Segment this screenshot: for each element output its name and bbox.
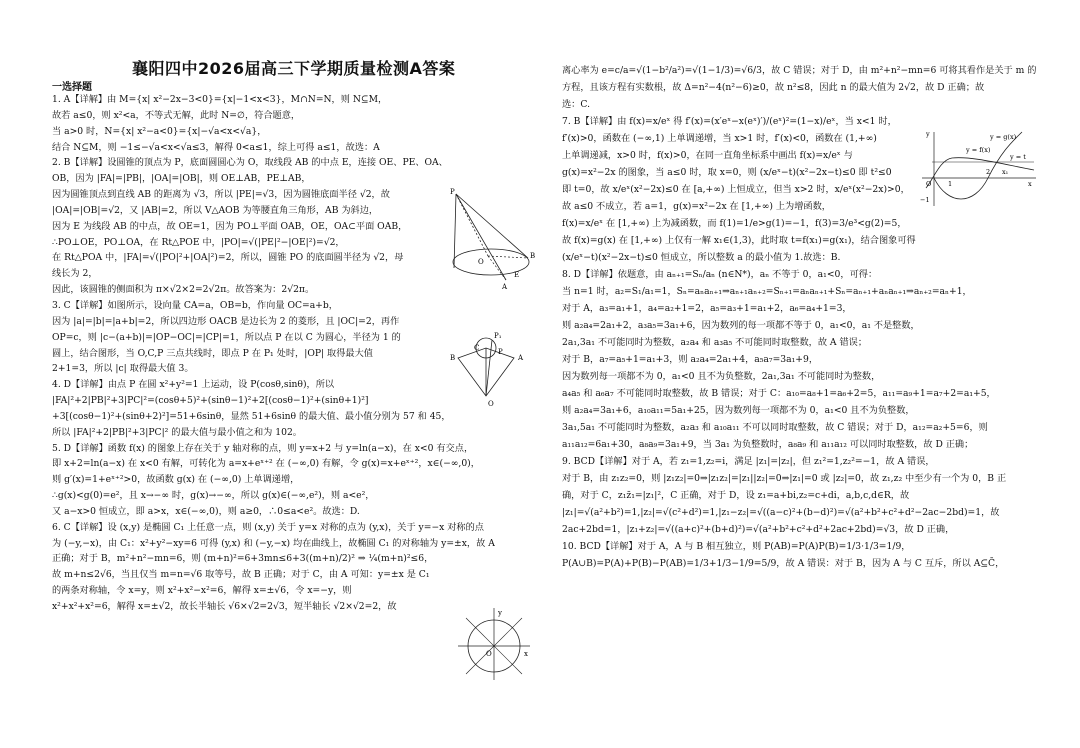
- text-line: 故 m+n≤2√6，当且仅当 m=n=√6 取等号，故 B 正确；对于 C，由 A 可知：y=±x 是 C₁: [52, 569, 430, 581]
- text-line: 为 (−y,−x)，由 C₁：x²+y²−xy=6 可得 (y,x) 和 (−y,−x) 均在曲线上，故椭圆 C₁ 的对称轴为 y=±x，故 A: [52, 537, 495, 549]
- text-line: 6. C【详解】设 (x,y) 是椭圆 C₁ 上任意一点，则 (x,y) 关于 y=x 对称的点为 (y,x)，关于 y=−x 对称的点: [52, 521, 484, 533]
- text-line: 线长为 2，: [52, 268, 98, 280]
- function-graph-figure: [918, 128, 1038, 210]
- text-line: 2ac+2bd=1，|z₁+z₂|=√((a+c)²+(b+d)²)=√(a²+b²+c²+d²+2ac+2bd)=√3，故 D 正确，: [562, 524, 955, 535]
- text-line: |OA|=|OB|=√2，又 |AB|=2，所以 V△AOB 为等腰直角三角形，AB 为斜边，: [52, 204, 379, 216]
- text-line: 8. D【详解】依题意，由 aₙ₊₁=Sₙ/aₙ (n∈N*)，aₙ 不等于 0，a₁<0，可得：: [562, 269, 878, 280]
- text-line: 又 a−x>0 恒成立，即 a>x，x∈(−∞,0)，则 a≥0，∴0≤a<e²。故选：D.: [52, 505, 360, 517]
- fig-label: P: [498, 348, 503, 356]
- text-line: 因为数列每一项都不为 0，a₁<0 且不为负整数，2a₁,3a₁ 不可能同时为整数，: [562, 371, 881, 382]
- text-line: f′(x)>0，函数在 (−∞,1) 上单调递增，当 x>1 时，f′(x)<0，函数在 (1,+∞): [562, 133, 877, 144]
- text-line: 因此，该圆锥的侧面积为 π×√2×2=2√2π。故答案为：2√2π。: [52, 284, 315, 296]
- text-line: f(x)=x/eˣ 在 [1,+∞) 上为减函数，而 f(1)=1/e>g(1)=−1，f(3)=3/e³<g(2)=5，: [562, 218, 907, 229]
- cone-height: [456, 194, 488, 256]
- text-line: 即 t=0，故 x/eˣ(x²−2x)≤0 在 [a,+∞) 上恒成立，但当 x>2 时，x/eˣ(x²−2x)>0，: [562, 184, 910, 195]
- text-line: P(A∪B)=P(A)+P(B)−P(AB)=1/3+1/3−1/9=5/9，故 A 错误：对于 B，因为 A 与 C 互斥，所以 A⊆C̄，: [562, 558, 1005, 569]
- cone-edge: [456, 194, 528, 258]
- text-line: 3a₁,5a₁ 不可能同时为整数，a₂a₃ 和 a₁₀a₁₁ 不可以同时取整数，故 C 错误；对于 D，a₁₂=a₂+5=6，则: [562, 422, 988, 433]
- fig-label: x₁: [1002, 168, 1009, 176]
- text-line: 选：C.: [562, 99, 590, 110]
- fig-label: 2: [986, 168, 991, 176]
- right-column: [562, 0, 1042, 748]
- text-line: a₁₁a₁₂=6a₁+30，a₈a₉=3a₁+9，当 3a₁ 为负整数时，a₈a₉ 和 a₁₁a₁₂ 可以同时取整数，故 D 正确；: [562, 439, 974, 450]
- fig-label: C: [474, 344, 480, 352]
- fig-label: O: [486, 650, 492, 658]
- fig-label: A: [518, 354, 524, 362]
- text-line: 对于 A，a₃=a₁+1，a₄=a₂+1=2，a₅=a₃+1=a₁+2，a₆=a₄+1=3，: [562, 303, 852, 314]
- cone-figure: [448, 188, 538, 292]
- fig-label: 1: [948, 180, 953, 188]
- text-line: 9. BCD【详解】对于 A，若 z₁=1,z₂=i，满足 |z₁|=|z₂|，但 z₁²=1,z₂²=−1，故 A 错误，: [562, 456, 935, 467]
- cone-radius: [488, 256, 506, 280]
- text-line: 2a₁,3a₁ 不可能同时为整数，a₂a₄ 和 a₃a₅ 不可能同时取整数，故 A 错误；: [562, 337, 868, 348]
- text-line: 所以 |FA|²+2|PB|²+3|PC|² 的最大值与最小值之和为 102。: [52, 426, 302, 438]
- text-line: 2. B【详解】设圆锥的顶点为 P，底面圆圆心为 O，取线段 AB 的中点 E，连接 OE、PE、OA、: [52, 157, 448, 169]
- text-line: ∴g(x)<g(0)=e²，且 x→−∞ 时，g(x)→−∞，所以 g(x)∈(−∞,e²)，则 a<e²，: [52, 490, 375, 502]
- text-line: 在 Rt△POA 中，|FA|=√(|PO|²+|OA|²)=2，所以，圆锥 PO 的底面圆半径为 √2，母: [52, 252, 404, 264]
- text-line: g(x)=x²−2x 的图象，当 a≤0 时，取 x=0，则 (x/eˣ−t)(x²−2x−t)≤0 即 t²≤0: [562, 167, 892, 178]
- fig-label: y: [926, 130, 930, 138]
- text-line: 10. BCD【详解】对于 A，A 与 B 相互独立，则 P(AB)=P(A)P(B)=1/3·1/3=1/9，: [562, 541, 911, 552]
- curve-g: [934, 132, 1022, 199]
- text-line: (x/eˣ−t)(x²−2x−t)≤0 恒成立，所以整数 a 的最小值为 1.故选：B.: [562, 252, 841, 263]
- left-column: [52, 0, 542, 748]
- fig-label: y = g(x): [990, 133, 1017, 141]
- fig-label: x: [1028, 180, 1032, 188]
- text-line: a₄a₅ 和 a₆a₇ 不可能同时取整数，故 B 错误；对于 C：a₁₀=a₈+1=a₆+2=5，a₁₁=a₉+1=a₇+2=a₁+5，: [562, 388, 996, 399]
- vector-figure: [448, 328, 534, 410]
- text-line: 即 x+2=ln(a−x) 在 x<0 有解，可转化为 a=x+eˣ⁺² 在 (−∞,0) 有解，令 g(x)=x+eˣ⁺²，x∈(−∞,0)，: [52, 458, 480, 470]
- text-line: 上单调递减，x>0 时，f(x)>0，在同一直角坐标系中画出 f(x)=x/eˣ 与: [562, 150, 853, 161]
- text-line: 的两条对称轴，令 x=y，则 x²+x²−x²=6，解得 x=±√6，令 x=−y，则: [52, 585, 352, 597]
- cone-radius: [488, 256, 528, 258]
- section-heading: 一选择题: [52, 82, 92, 93]
- text-line: 方程，且该方程有实数根，故 Δ=n²−4(n²−6)≥0，故 n²≤8，因此 n 的最大值为 2√2，故 D 正确；故: [562, 82, 985, 93]
- text-line: 圆上，结合图形，当 O,C,P 三点共线时，即点 P 在 P₁ 处时，|OP| 取得最大值: [52, 347, 373, 359]
- ellipse-axes-figure: [456, 606, 532, 682]
- text-line: 则 a₂a₄=3a₁+6，a₁₀a₁₁=5a₁+25，因为数列每一项都不为 0，a₁<0 且不为负整数，: [562, 405, 915, 416]
- text-line: 4. D【详解】由点 P 在圆 x²+y²=1 上运动，设 P(cosθ,sinθ)，所以: [52, 379, 335, 391]
- fig-label: P: [450, 188, 455, 196]
- fig-label: O: [478, 258, 484, 266]
- text-line: 2+1=3，所以 |c| 取得最大值 3。: [52, 363, 194, 375]
- fig-label: B: [450, 354, 456, 362]
- fig-label: y = f(x): [966, 146, 991, 154]
- text-line: 当 a>0 时，N={x| x²−a<0}={x|−√a<x<√a}，: [52, 125, 267, 137]
- text-line: 对于 B，a₇=a₅+1=a₁+3，则 a₂a₄=2a₁+4，a₅a₇=3a₁+9，: [562, 354, 819, 365]
- text-line: OP=c，则 |c−(a+b)|=|OP−OC|=|CP|=1，所以点 P 在以 C 为圆心，半径为 1 的: [52, 331, 401, 343]
- fig-label: B: [530, 252, 536, 260]
- text-line: 确，对于 C，z₁z̄₁=|z₁|²，C 正确，对于 D，设 z₁=a+bi,z₂=c+di，a,b,c,d∈R，故: [562, 490, 910, 501]
- text-line: 当 n=1 时，a₂=S₁/a₁=1，Sₙ=aₙaₙ₊₁⇒aₙ₊₁aₙ₊₂=Sₙ₊₁=aₙaₙ₊₁+Sₙ=aₙ₊₁+aₙaₙ₊₁⇒aₙ₊₂=aₙ+1，: [562, 286, 972, 297]
- text-line: 1. A【详解】由 M={x| x²−2x−3<0}={x|−1<x<3}，M∩N=N，则 N⊆M，: [52, 94, 388, 105]
- fig-label: E: [514, 271, 520, 279]
- page-title: 襄阳四中2026届高三下学期质量检测A答案: [132, 59, 456, 78]
- text-line: +3[(cosθ−1)²+(sinθ+2)²]=51+6sinθ，显然 51+6sinθ 的最大值、最小值分别为 57 和 45，: [52, 410, 451, 422]
- fig-label: P₁: [494, 332, 502, 340]
- text-line: 则 g′(x)=1+eˣ⁺²>0，故函数 g(x) 在 (−∞,0) 上单调递增，: [52, 474, 300, 486]
- text-line: 因为 E 为线段 AB 的中点，故 OE=1，因为 PO⊥平面 OAB，OE，OA⊂平面 OAB，: [52, 220, 408, 232]
- cone-edge: [456, 194, 506, 280]
- text-line: x²+x²+x²=6，解得 x=±√2，故长半轴长 √6×√2=2√3，短半轴长 √2×√2=2，故: [52, 601, 397, 612]
- text-line: 正确；对于 B，m²+n²−mn=6，则 (m+n)²=6+3mn≤6+3((m+n)/2)² ⇒ ¼(m+n)²≤6，: [52, 553, 434, 565]
- text-line: 故 f(x)=g(x) 在 [1,+∞) 上仅有一解 x₁∈(1,3)，此时取 t=f(x₁)=g(x₁)，结合图象可得: [562, 235, 916, 246]
- text-line: 故若 a≤0，则 x²<a，不等式无解，此时 N=∅，符合题意，: [52, 109, 301, 121]
- text-line: 因为圆锥顶点到直线 AB 的距离为 √3，所以 |PE|=√3，因为圆锥底面半径 √2，故: [52, 189, 390, 201]
- text-line: 离心率为 e=c/a=√(1−b²/a²)=√(1−1/3)=√6/3，故 C 错误；对于 D，由 m²+n²−mn=6 可将其看作是关于 m 的: [562, 65, 1037, 76]
- text-line: 5. D【详解】函数 f(x) 的图象上存在关于 y 轴对称的点，则 y=x+2 与 y=ln(a−x)，在 x<0 有交点，: [52, 442, 474, 454]
- fig-label: x: [524, 650, 528, 658]
- text-line: |z₁|=√(a²+b²)=1,|z₂|=√(c²+d²)=1,|z₁−z₂|=√((a−c)²+(b−d)²)=√(a²+b²+c²+d²−2ac−2bd)=1，故: [562, 507, 1000, 518]
- fig-label: O: [926, 180, 932, 188]
- text-line: 3. C【详解】如图所示，设向量 CA=a，OB=b，作向量 OC=a+b，: [52, 299, 338, 311]
- text-line: 结合 N⊆M，则 −1≤−√a<x<√a≤3，解得 0<a≤1，综上可得 a≤1，故选：A: [52, 141, 380, 153]
- fig-label: y = t: [1010, 153, 1026, 161]
- text-line: 7. B【详解】由 f(x)=x/eˣ 得 f′(x)=(x′eˣ−x(eˣ)′)/(eˣ)²=(1−x)/eˣ，当 x<1 时，: [562, 116, 897, 127]
- text-line: ∴PO⊥OE，PO⊥OA，在 Rt△POE 中，|PO|=√(|PE|²−|OE|²)=√2，: [52, 236, 345, 248]
- text-line: 故 a≤0 不成立，若 a=1，g(x)=x²−2x 在 [1,+∞) 上为增函数，: [562, 201, 831, 212]
- text-line: 则 a₂a₄=2a₁+2，a₃a₅=3a₁+6，因为数列的每一项都不等于 0，a₁<0，a₁ 不是整数，: [562, 320, 920, 331]
- fig-label: −1: [920, 196, 930, 204]
- text-line: 对于 B，由 z₁z₂=0，则 |z₁z₂|=0⇒|z₁z₂|=|z₁||z₂|=0⇒|z₁|=0 或 |z₂|=0，故 z₁,z₂ 中至少有一个为 0，B 正: [562, 473, 1007, 484]
- fig-label: A: [502, 283, 508, 291]
- fig-label: O: [488, 400, 494, 408]
- text-line: |FA|²+2|PB|²+3|PC|²=(cosθ+5)²+(sinθ−1)²+2[(cosθ−1)²+(sinθ+1)²]: [52, 395, 369, 407]
- fig-label: y: [498, 609, 502, 617]
- text-line: 因为 |a|=|b|=|a+b|=2，所以四边形 OACB 是边长为 2 的菱形，且 |OC|=2，再作: [52, 315, 400, 327]
- text-line: OB，因为 |FA|=|PB|，|OA|=|OB|，则 OE⊥AB，PE⊥AB，: [52, 173, 311, 185]
